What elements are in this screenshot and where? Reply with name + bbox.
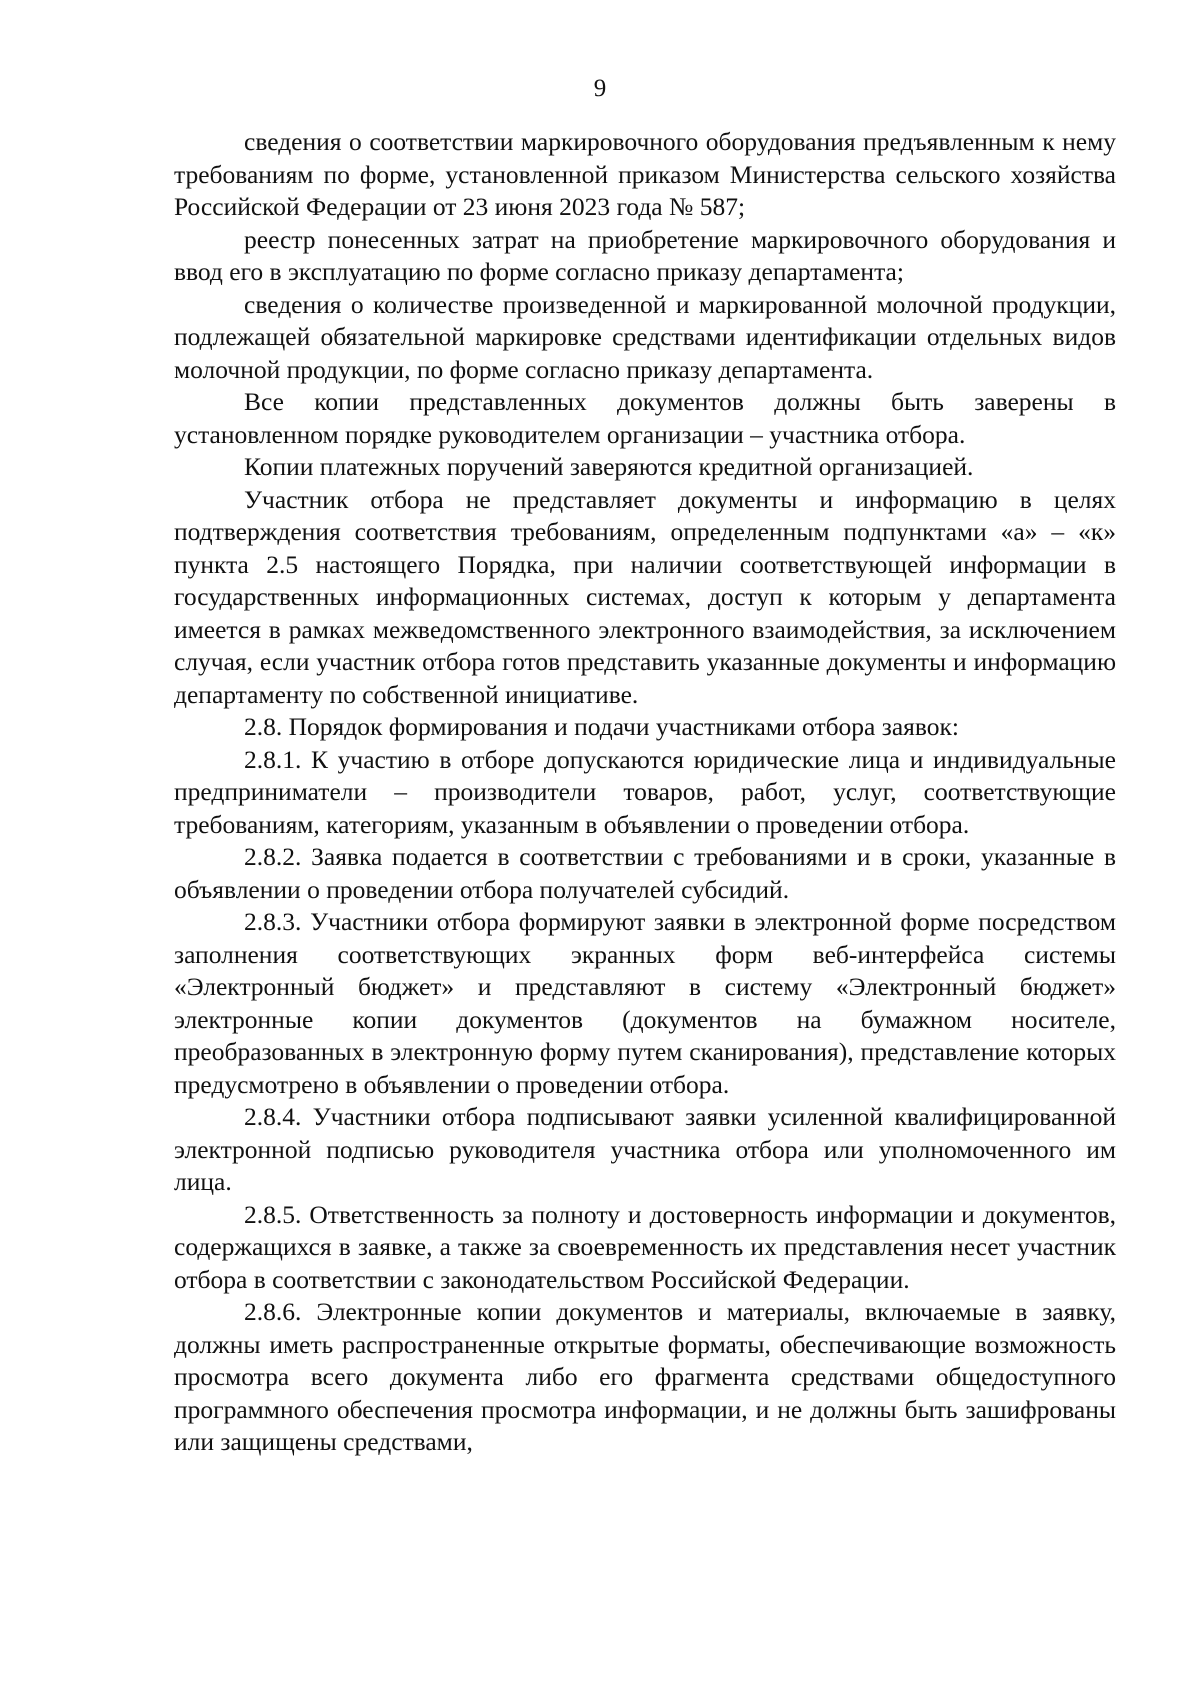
paragraph-section-2-8-3: 2.8.3. Участники отбора формируют заявки в электронной форме посредством заполнения соответствующих экранных форм веб-интерфейса системы «Электронный бюджет» и представляют в систему «Электронный бюджет» электронные копии документов (документов на бумажном носителе, преобразованных в электронную форму путем сканирования), представление которых предусмотрено в объявлении о проведении отбора. [174, 907, 1116, 1099]
paragraph-interagency-exchange: Участник отбора не представляет документы и информацию в целях подтверждения соответствия требованиям, определенным подпунктами «а» – «к» пункта 2.5 настоящего Порядка, при наличии соответствующей информации в государственных информационных системах, доступ к которым у департамента имеется в рамках межведомственного электронного взаимодействия, за исключением случая, если участник отбора готов представить указанные документы и информацию департаменту по собственной инициативе. [174, 484, 1116, 709]
page-number: 9 [593, 75, 607, 102]
paragraph-marking-equipment-compliance: сведения о соответствии маркировочного оборудования предъявленным к нему требованиям по форме, установленной приказом Министерства сельского хозяйства Российской Федерации от 23 июня 2023 года № 587; [174, 127, 1116, 221]
document-body [174, 126, 1116, 1459]
paragraph-section-2-8: 2.8. Порядок формирования и подачи участниками отбора заявок: [244, 712, 959, 741]
paragraph-section-2-8-4: 2.8.4. Участники отбора подписывают заявки усиленной квалифицированной электронной подписью руководителя участника отбора или уполномоченного им лица. [174, 1102, 1116, 1196]
paragraph-section-2-8-5: 2.8.5. Ответственность за полноту и достоверность информации и документов, содержащихся в заявке, а также за своевременность их представления несет участник отбора в соответствии с законодательством Российской Федерации. [174, 1199, 1116, 1294]
paragraph-copies-certification: Все копии представленных документов должны быть заверены в установленном порядке руководителем организации – участника отбора. [174, 387, 1116, 449]
paragraph-section-2-8-6: 2.8.6. Электронные копии документов и материалы, включаемые в заявку, должны иметь распространенные открытые форматы, обеспечивающие возможность просмотра всего документа либо его фрагмента средствами общедоступного программного обеспечения просмотра информации, и не должны быть зашифрованы или защищены средствами, [174, 1297, 1116, 1456]
paragraph-costs-register: реестр понесенных затрат на приобретение маркировочного оборудования и ввод его в эксплуатацию по форме согласно приказу департамента; [174, 224, 1116, 286]
paragraph-section-2-8-1: 2.8.1. К участию в отборе допускаются юридические лица и индивидуальные предприниматели – производители товаров, работ, услуг, соответствующие требованиям, категориям, указанным в объявлении о проведении отбора. [174, 744, 1116, 839]
paragraph-section-2-8-2: 2.8.2. Заявка подается в соответствии с требованиями и в сроки, указанные в объявлении о проведении отбора получателей субсидий. [174, 842, 1116, 904]
paragraph-dairy-production-info: сведения о количестве произведенной и маркированной молочной продукции, подлежащей обязательной маркировке средствами идентификации отдельных видов молочной продукции, по форме согласно приказу департамента. [174, 289, 1116, 384]
paragraph-payment-orders: Копии платежных поручений заверяются кредитной организацией. [244, 452, 974, 481]
